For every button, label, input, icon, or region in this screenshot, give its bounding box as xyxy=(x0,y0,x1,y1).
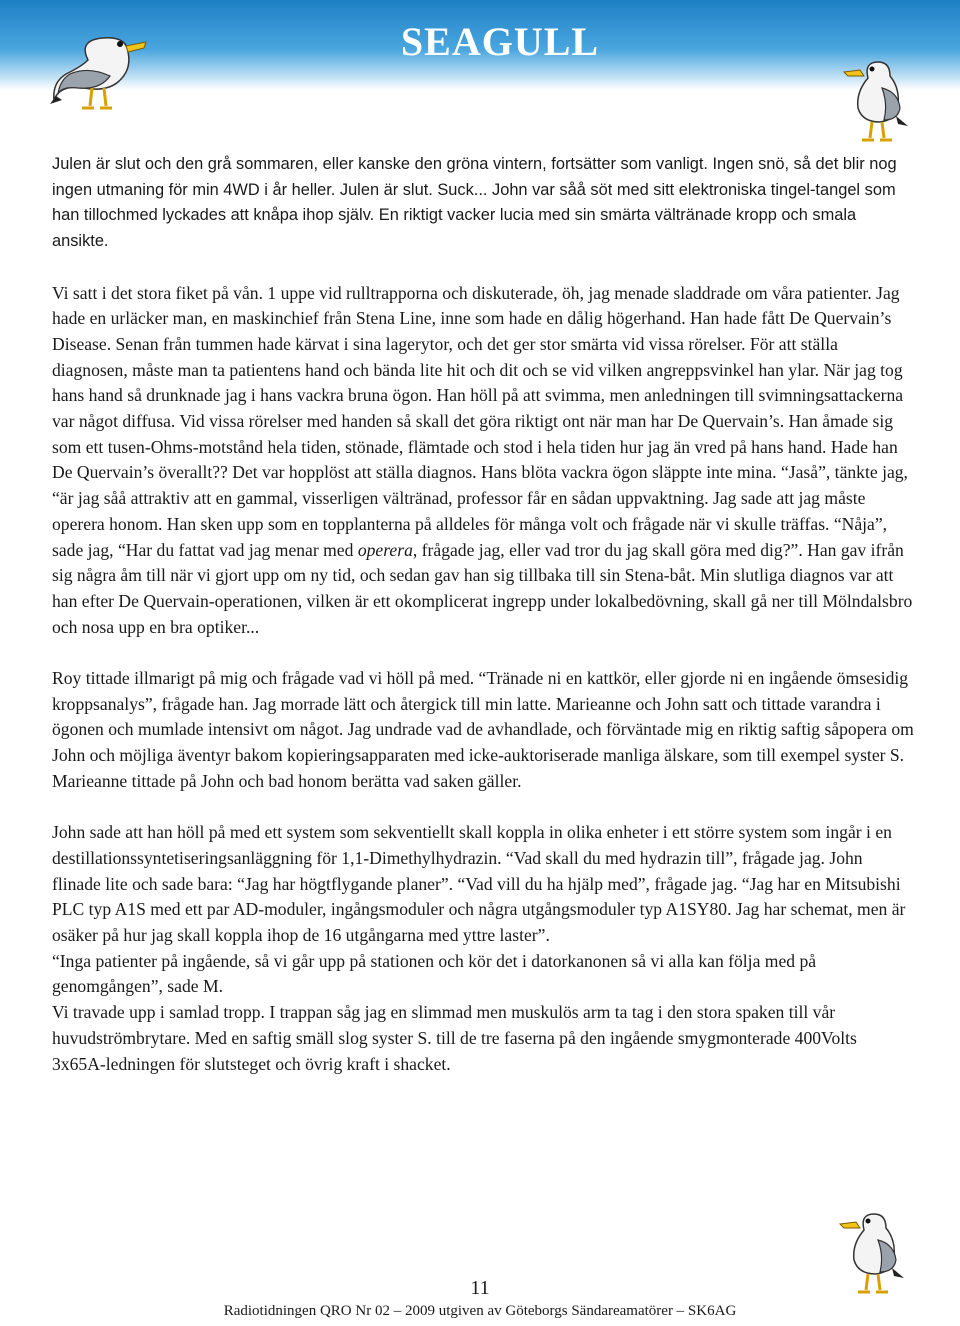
footer-credit: Radiotidningen QRO Nr 02 – 2009 utgiven av Göteborgs Sändareamatörer – SK6AG xyxy=(223,1303,737,1319)
article-body xyxy=(52,152,914,1077)
paragraph-intro: Julen är slut och den grå sommaren, eller kanske den gröna vintern, fortsätter som vanligt. Ingen snö, så det blir nog ingen utmaning för min 4WD i år heller. Julen är slut. Suck... John var såå söt med sitt elektroniska tingel-tangel som han tillochmed lyckades att knåpa ihop själv. En riktigt vacker lucia med sin smärta vältränade kropp och smala ansikte. xyxy=(52,155,897,251)
paragraph-station: “Inga patienter på ingående, så vi går upp på stationen och kör det i datorkanonen så vi alla kan följa med på genomgången”, sade M. xyxy=(52,950,817,997)
paragraph-john: John sade att han höll på med ett system som sekventiellt skall koppla in olika enheter i ett större system som ingår i en destillationssyntetiseringsanläggning för 1,1-Dimethylhydrazin. “Vad skall du med hydrazin till”, frågade jag. John flinade lite och sade bara: “Jag har högtflygande planer”. “Vad vill du ha hjälp med”, frågade jag. “Jag har en Mitsubishi PLC typ A1S med ett par AD-moduler, ingångsmoduler och några utgångsmoduler typ A1SY80. Jag har schemat, men är osäker på hur jag skall koppla ihop de 16 utgångarna med yttre laster”. xyxy=(52,822,906,946)
page-title: SEAGULL xyxy=(400,19,600,64)
paragraph-patient xyxy=(52,281,914,641)
paragraph-roy: Roy tittade illmarigt på mig och frågade vad vi höll på med. “Tränade ni en kattkör, eller gjorde ni en ingående ömsesidig kroppsanalys”, frågade han. Jag morrade lätt och återgick till min latte. Marieanne och John satt och tittade varandra i ögonen och mumlade intensivt om något. Jag undrade vad de avhandlade, och förväntade mig en riktig saftig såpopera om John och möjliga äventyr bakom kopieringsapparaten med icke-auktoriserade manliga älskare, som till exempel syster S. Marieanne tittade på John och bad honom berätta vad saken gäller. xyxy=(52,668,914,791)
seagull-icon xyxy=(48,30,160,118)
page-number: 11 xyxy=(470,1277,490,1299)
seagull-icon xyxy=(838,58,918,144)
emphasis-word: operera xyxy=(357,539,413,560)
paragraph-stairs: Vi travade upp i samlad tropp. I trappan såg jag en slimmad men muskulös arm ta tag i den stora spaken till vår huvudströmbrytare. Med en saftig smäll slog syster S. till de tre faserna på den ingående smygmonterade 400Volts 3x65A-ledningen för slutsteget och övrig kraft i shacket. xyxy=(52,1002,857,1074)
paragraph-patient-part-b: , frågade jag, eller vad tror du jag skall göra med dig?”. Han gav ifrån sig några åm till när vi gjort upp om ny tid, och sedan gav han sig tillbaka till sin Stena-båt. Min slutliga diagnos var att han efter De Quervain-operationen, vilken är ett okomplicerat ingrepp under lokalbedövning, skall gå ner till Mölndalsbro och nosa upp en bra optiker... xyxy=(52,539,913,637)
paragraph-patient-part-a: Vi satt i det stora fiket på vån. 1 uppe vid rulltrapporna och diskuterade, öh, jag menade sladdrade om våra patienter. Jag hade en urläcker man, en maskinchief från Stena Line, inne som hade en dålig högerhand. Han hade fått De Quervain’s Disease. Senan från tummen hade kärvat i sina lagerytor, och det ger stor smärta vid vissa rörelser. För att ställa diagnosen, måste man ta patientens hand och bända lite hit och dit och se vid vilken angreppsvinkel han ylar. När jag tog hans hand så drunknade jag i hans vackra bruna ögon. Han höll på att svimma, men anledningen till svimningsattackerna var något diffusa. Vid vissa rörelser med handen så skall det göra riktigt ont när man har De Quervain’s. Han åmade sig som ett tusen-Ohms-motstånd hela tiden, stönade, flämtade och stod i hela tiden hur jag än vred på hans hand. Hade han De Quervain’s överallt?? Det var hopplöst att ställa diagnos. Hans blöta vackra ögon släppte inte mina. “Jaså”, tänkte jag, “är jag såå attraktiv att en gammal, visserligen vältränad, professor får en sådan uppvaktning. Jag sade att jag måste operera honom. Han sken upp som en topplanterna på alldeles för många volt och frågade när vi skulle träffas. “Nåja”, sade jag, “Har du fattat vad jag menar med xyxy=(52,282,908,560)
